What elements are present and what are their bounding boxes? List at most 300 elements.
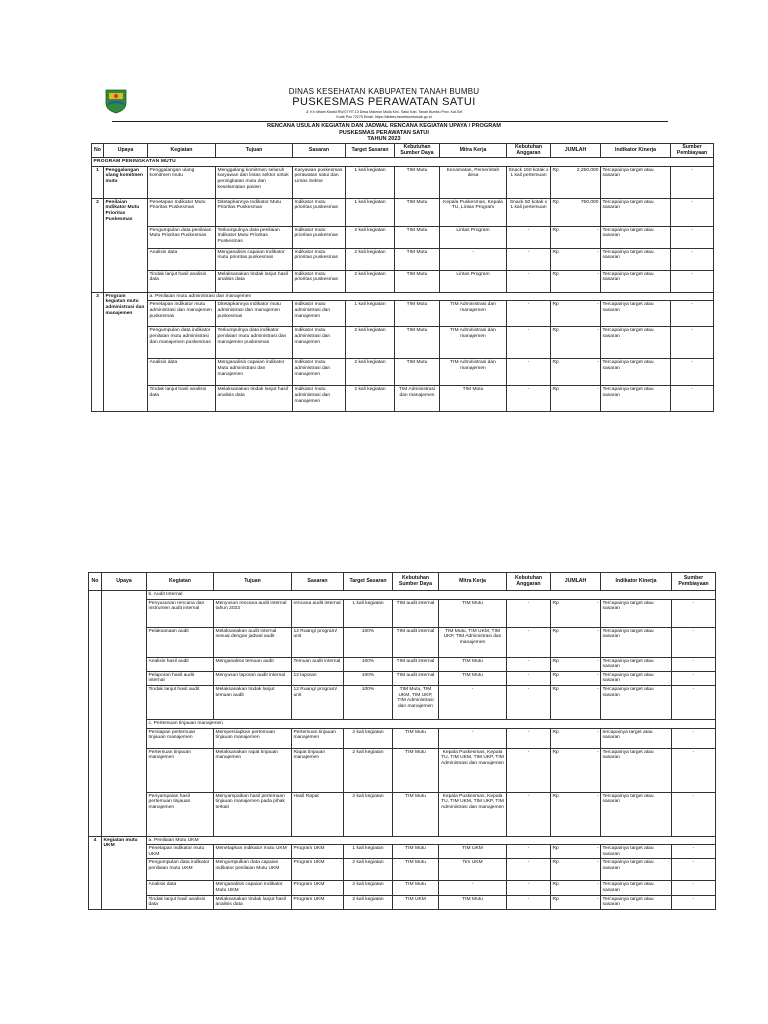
cell-target: 2 kali kegiatan bbox=[346, 226, 395, 248]
cell-kegiatan: Pengumpulan data indikator penilaian mutu administrasi dan manajemen puskesmas bbox=[148, 327, 216, 359]
table-row bbox=[92, 226, 714, 248]
table-row bbox=[89, 792, 716, 836]
cell-anggaran: - bbox=[507, 881, 551, 895]
program-title-row bbox=[92, 158, 714, 167]
table-row bbox=[89, 845, 716, 859]
cell-indikator: Tercapainya target atau sasaran bbox=[601, 198, 671, 226]
cell-mitra: Lintas Program bbox=[440, 270, 507, 292]
cell-jumlah bbox=[551, 359, 601, 386]
cell-sumber-daya: TIM Mutu bbox=[395, 327, 440, 359]
col-header: JUMLAH bbox=[551, 573, 601, 591]
cell-sasaran: Indikator mutu prioritas puskesmas bbox=[293, 248, 346, 270]
cell-target: 1 kali kegiatan bbox=[344, 845, 393, 859]
jumlah-value: - bbox=[596, 860, 599, 866]
jumlah-value: - bbox=[596, 793, 599, 799]
table-row bbox=[89, 895, 716, 909]
cell-mitra: - bbox=[439, 728, 507, 748]
jumlah-value: - bbox=[596, 628, 599, 634]
cell-jumlah bbox=[551, 226, 601, 248]
cell-jumlah bbox=[551, 248, 601, 270]
col-header: Kebutuhan Sumber Daya bbox=[395, 144, 440, 158]
cell-sumber-pembiayaan: - bbox=[672, 671, 716, 685]
cell-tujuan: Melaksanakan audit internal sesuai dengan jadwal audit bbox=[214, 627, 292, 657]
cell-mitra: TIM Administrasi dan manajemen bbox=[440, 301, 507, 327]
cell-jumlah bbox=[551, 627, 601, 657]
cell-kegiatan: Analisis data bbox=[148, 248, 216, 270]
cell-anggaran: - bbox=[507, 748, 551, 792]
cell-mitra: TIM Mutu, TIM UKM, TIM UKP, TIM Administrasi dan manajemen bbox=[439, 627, 507, 657]
table-row bbox=[89, 599, 716, 627]
col-header: Sumber Pembiayaan bbox=[672, 573, 716, 591]
rp-label: Rp bbox=[552, 600, 559, 606]
cell-mitra: - bbox=[439, 881, 507, 895]
cell-tujuan: Menyampaikan hasil pertemuan tinjauan manajemen pada pihak terkait bbox=[214, 792, 292, 836]
rp-label: Rp bbox=[552, 199, 559, 205]
rp-label: Rp bbox=[552, 302, 559, 308]
jumlah-value: - bbox=[596, 729, 599, 735]
cell-jumlah bbox=[551, 792, 601, 836]
cell-sasaran: Program UKM bbox=[292, 881, 344, 895]
cell-sumber-pembiayaan: - bbox=[672, 657, 716, 671]
cell-target: 1 kali kegiatan bbox=[346, 301, 395, 327]
cell-sasaran: Indikator mutu administrasi dan manajemen bbox=[293, 386, 346, 412]
table-row bbox=[92, 198, 714, 226]
cell-target: 2 kali kegiatan bbox=[344, 792, 393, 836]
cell-anggaran: - bbox=[507, 359, 551, 386]
cell-target: 2 kali kegiatan bbox=[344, 728, 393, 748]
cell-sumber-pembiayaan: - bbox=[671, 301, 714, 327]
cell-sumber-pembiayaan: - bbox=[672, 685, 716, 719]
cell-jumlah bbox=[551, 166, 601, 198]
cell-anggaran: - bbox=[507, 226, 551, 248]
cell-tujuan: Menganalisis capaian Indikator Mutu UKM bbox=[214, 881, 292, 895]
cell-tujuan: Menetapkan indikator mutu UKM bbox=[214, 845, 292, 859]
program-title: PROGRAM PENINGKATAN MUTU bbox=[92, 158, 714, 167]
cell-tujuan: Melaksanakan rapat tinjauan manajemen bbox=[214, 748, 292, 792]
rp-label: Rp bbox=[552, 360, 559, 366]
cell-sumber-daya: TIM Mutu bbox=[395, 198, 440, 226]
cell-mitra: TIM Mutu bbox=[439, 671, 507, 685]
rp-label: Rp bbox=[552, 328, 559, 334]
col-header: Upaya bbox=[102, 573, 147, 591]
cell-target: 2 kali kegiatan bbox=[344, 895, 393, 909]
cell-jumlah bbox=[551, 301, 601, 327]
cell-sasaran: rencana audit internal bbox=[292, 599, 344, 627]
cell-indikator: Tercapainya target atau sasaran bbox=[601, 270, 671, 292]
rp-label: Rp bbox=[552, 896, 559, 902]
cell-upaya: Penilaian Indikator Mutu Prioritas Puskesmas bbox=[104, 198, 148, 292]
cell-tujuan: Menganalisis capaian indikator Mutu administrasi dan manajemen bbox=[216, 359, 293, 386]
cell-jumlah bbox=[551, 657, 601, 671]
jumlah-value: - bbox=[596, 249, 599, 255]
cell-tujuan: Melaksanakan tindak lanjut hasil analisis data bbox=[216, 270, 293, 292]
cell-kegiatan: Pelaksanaan audit bbox=[147, 627, 214, 657]
cell-anggaran: - bbox=[507, 728, 551, 748]
table-row bbox=[92, 248, 714, 270]
cell-sumber-pembiayaan: - bbox=[672, 627, 716, 657]
col-header: Tujuan bbox=[216, 144, 293, 158]
cell-sumber-pembiayaan: - bbox=[671, 198, 714, 226]
cell-jumlah bbox=[551, 728, 601, 748]
cell-sumber-pembiayaan: - bbox=[671, 248, 714, 270]
rp-label: Rp bbox=[552, 846, 559, 852]
col-header: No bbox=[92, 144, 104, 158]
cell-mitra: Kecamatan, Pemerintah desa bbox=[440, 166, 507, 198]
cell-target: 2 kali kegiatan bbox=[346, 359, 395, 386]
cell-tujuan: Menyusun rencana audit internal tahun 2023 bbox=[214, 599, 292, 627]
section-label: c. Pertemuan tinjauan manajemen bbox=[147, 719, 716, 728]
cell-target: 2 kali kegiatan bbox=[344, 859, 393, 881]
jumlah-value: - bbox=[596, 271, 599, 277]
cell-jumlah bbox=[551, 599, 601, 627]
cell-sasaran: Indikator mutu prioritas puskesmas bbox=[293, 270, 346, 292]
rp-label: Rp bbox=[552, 793, 559, 799]
cell-sasaran: Temuan audit internal bbox=[292, 657, 344, 671]
cell-indikator: Tercapainya target atau sasaran bbox=[601, 685, 672, 719]
rp-label: Rp bbox=[552, 882, 559, 888]
section-label: a. Penilaian Mutu UKM bbox=[147, 836, 716, 845]
table-row bbox=[89, 671, 716, 685]
section-label: b. Audit Internal bbox=[147, 591, 716, 600]
cell-target: 100% bbox=[344, 685, 393, 719]
cell-sumber-pembiayaan: - bbox=[672, 728, 716, 748]
cell-anggaran: - bbox=[507, 248, 551, 270]
cell-sasaran: 12 Ruang/ program/ unit bbox=[292, 685, 344, 719]
table-row bbox=[89, 881, 716, 895]
jumlah-value: - bbox=[596, 882, 599, 888]
cell-upaya bbox=[102, 591, 147, 837]
cell-sumber-pembiayaan: - bbox=[672, 748, 716, 792]
cell-mitra: TIM Administrasi dan manajemen bbox=[440, 327, 507, 359]
address-line-1: Jl. Kh Idham Khalid RW.07 RT.10 Desa Makmur Mulia Kec. Satui Kab. Tanah Bumbu Prov. Kal-Sel bbox=[305, 110, 463, 114]
cell-anggaran: - bbox=[507, 895, 551, 909]
document-page-1 bbox=[0, 0, 768, 470]
cell-indikator: tercapainya target atau sasaran bbox=[601, 728, 672, 748]
table-row bbox=[92, 166, 714, 198]
cell-indikator: Tercapainya target atau sasaran bbox=[601, 748, 672, 792]
document-title: RENCANA USULAN KEGIATAN DAN JADWAL RENCANA KEGIATAN UPAYA / PROGRAM bbox=[267, 123, 501, 129]
cell-jumlah bbox=[551, 748, 601, 792]
jumlah-value: - bbox=[596, 846, 599, 852]
cell-target: 100% bbox=[344, 627, 393, 657]
cell-sumber-pembiayaan: - bbox=[672, 845, 716, 859]
cell-anggaran: - bbox=[507, 671, 551, 685]
cell-jumlah bbox=[551, 270, 601, 292]
cell-jumlah bbox=[551, 895, 601, 909]
table-row bbox=[89, 836, 716, 845]
cell-sumber-daya: TIM audit internal bbox=[393, 599, 439, 627]
cell-kegiatan: Pelaporan hasil audit internal bbox=[147, 671, 214, 685]
cell-tujuan: Ditetapkannya indikator mutu administrasi dan manajemen puskesmas bbox=[216, 301, 293, 327]
cell-sumber-pembiayaan: - bbox=[672, 792, 716, 836]
cell-mitra: Lintas Program bbox=[440, 226, 507, 248]
cell-mitra: TIM Mutu bbox=[439, 895, 507, 909]
cell-mitra: TIM Mutu bbox=[439, 657, 507, 671]
facility-name: PUSKESMAS PERAWATAN SATUI bbox=[292, 96, 476, 108]
cell-target: 100% bbox=[344, 671, 393, 685]
col-header: Mitra Kerja bbox=[439, 573, 507, 591]
col-header: Kegiatan bbox=[147, 573, 214, 591]
cell-sasaran: 12 Ruang/ program/ unit bbox=[292, 627, 344, 657]
cell-sumber-daya: TIM Mutu bbox=[395, 248, 440, 270]
cell-mitra: - bbox=[439, 685, 507, 719]
rp-label: Rp bbox=[552, 686, 559, 692]
cell-sasaran: Hasil Rapat bbox=[292, 792, 344, 836]
cell-sumber-daya: TIM Mutu bbox=[395, 301, 440, 327]
table-row bbox=[92, 292, 714, 301]
cell-sumber-daya: TIM Mutu bbox=[395, 226, 440, 248]
cell-sumber-daya: TIM audit internal bbox=[393, 671, 439, 685]
col-header: Upaya bbox=[104, 144, 148, 158]
cell-sumber-daya: TIM Administrasi dan manajemen bbox=[395, 386, 440, 412]
cell-indikator: Tercapainya target atau sasaran bbox=[601, 248, 671, 270]
cell-jumlah bbox=[551, 685, 601, 719]
cell-tujuan: Mengumpulkan data capaian indikator penilaian Mutu UKM bbox=[214, 859, 292, 881]
cell-kegiatan: Penyampaian hasil pertemuan tinjauan manajemen bbox=[147, 792, 214, 836]
cell-sasaran: 12 laporan bbox=[292, 671, 344, 685]
cell-upaya: Kegiatan mutu UKM bbox=[102, 836, 147, 909]
cell-jumlah bbox=[551, 327, 601, 359]
cell-sumber-pembiayaan: - bbox=[672, 895, 716, 909]
cell-sumber-pembiayaan: - bbox=[672, 859, 716, 881]
cell-tujuan: Mempersiapkan pertemuan tinjauan manajemen bbox=[214, 728, 292, 748]
cell-jumlah bbox=[551, 198, 601, 226]
cell-sasaran: Program UKM bbox=[292, 845, 344, 859]
cell-upaya: Program kegiatan mutu administrasi dan manajemen bbox=[104, 292, 148, 412]
rp-label: Rp bbox=[552, 672, 559, 678]
cell-sasaran: Indikator mutu administrasi dan manajemen bbox=[293, 359, 346, 386]
cell-kegiatan: Penyusunan rencana dan instrumen audit internal bbox=[147, 599, 214, 627]
cell-sasaran: Indikator mutu administrasi dan manajemen bbox=[293, 301, 346, 327]
cell-sasaran: Karyawan puskesmas perawatan satui dan Lintas Sektor bbox=[293, 166, 346, 198]
cell-tujuan: Melaksanakan tindak lanjut temuan audit bbox=[214, 685, 292, 719]
cell-indikator: Tercapainya target atau sasaran bbox=[601, 327, 671, 359]
cell-target: 2 kali kegiatan bbox=[346, 386, 395, 412]
cell-sumber-daya: TIM Mutu bbox=[395, 166, 440, 198]
jumlah-value: - bbox=[596, 328, 599, 334]
table-header-row bbox=[89, 573, 716, 591]
table-header-row bbox=[92, 144, 714, 158]
rp-label: Rp bbox=[552, 167, 559, 173]
col-header: Sumber Pembiayaan bbox=[671, 144, 714, 158]
cell-sumber-daya: TIM Mutu bbox=[395, 359, 440, 386]
cell-kegiatan: Tindak lanjut hasil analisis data bbox=[147, 895, 214, 909]
cell-anggaran: - bbox=[507, 599, 551, 627]
letterhead-divider bbox=[112, 121, 668, 122]
col-header: Target Sasaran bbox=[346, 144, 395, 158]
cell-sasaran: Indikator mutu prioritas puskesmas bbox=[293, 226, 346, 248]
cell-tujuan: Menganalisis capaian Indikator mutu prioritas puskesmas bbox=[216, 248, 293, 270]
section-label: a. Penilaian mutu administrasi dan manajemen bbox=[148, 292, 714, 301]
cell-anggaran: - bbox=[507, 685, 551, 719]
cell-kegiatan: Analisis data bbox=[147, 881, 214, 895]
cell-sumber-daya: TIM Mutu bbox=[393, 859, 439, 881]
table-row bbox=[89, 859, 716, 881]
cell-indikator: Tercapainya target atau sasaran bbox=[601, 671, 672, 685]
cell-kegiatan: Pengumpulan data indikator penilaian mutu UKM bbox=[147, 859, 214, 881]
cell-indikator: Tercapainya target atau sasaran bbox=[601, 845, 672, 859]
col-header: Sasaran bbox=[292, 573, 344, 591]
cell-mitra: TIM Mutu bbox=[439, 599, 507, 627]
jumlah-value: 750,000 bbox=[580, 199, 599, 205]
cell-indikator: Tercapainya target atau sasaran bbox=[601, 792, 672, 836]
letterhead bbox=[0, 0, 768, 140]
cell-indikator: Tercapainya target atau sasaran bbox=[601, 226, 671, 248]
jumlah-value: - bbox=[596, 896, 599, 902]
cell-indikator: Tercapainya target atau sasaran bbox=[601, 386, 671, 412]
cell-kegiatan: Penetapan indikator mutu UKM bbox=[147, 845, 214, 859]
cell-sumber-daya: TIM Mutu, TIM UKM, TIM UKP, TIM Administrasi dan manajemen bbox=[393, 685, 439, 719]
col-header: Kebutuhan Sumber Daya bbox=[393, 573, 439, 591]
cell-anggaran: - bbox=[507, 792, 551, 836]
cell-indikator: Tercapainya target atau sasaran bbox=[601, 359, 671, 386]
cell-anggaran: Snack 150 kotak x 1 kali pertemuan bbox=[507, 166, 551, 198]
document-page-2 bbox=[0, 560, 768, 1024]
jumlah-value: 2,250,000 bbox=[576, 167, 599, 173]
cell-target: 2 kali kegiatan bbox=[346, 270, 395, 292]
cell-target: 2 kali kegiatan bbox=[346, 248, 395, 270]
cell-anggaran: - bbox=[507, 301, 551, 327]
jumlah-value: - bbox=[596, 658, 599, 664]
col-header: No bbox=[89, 573, 102, 591]
rp-label: Rp bbox=[552, 628, 559, 634]
col-header: Mitra Kerja bbox=[440, 144, 507, 158]
agency-name: DINAS KESEHATAN KABUPATEN TANAH BUMBU bbox=[288, 87, 480, 96]
cell-kegiatan: Persiapan pertemuan tinjauan manajemen bbox=[147, 728, 214, 748]
cell-sasaran: Program UKM bbox=[292, 859, 344, 881]
cell-sasaran: Rapat tinjauan manajemen bbox=[292, 748, 344, 792]
cell-sumber-pembiayaan: - bbox=[671, 226, 714, 248]
cell-indikator: Tercapainya target atau sasaran bbox=[601, 599, 672, 627]
cell-tujuan: Melaksanakan tindak lanjut hasil analisis data bbox=[214, 895, 292, 909]
jumlah-value: - bbox=[596, 600, 599, 606]
cell-jumlah bbox=[551, 845, 601, 859]
cell-sumber-pembiayaan: - bbox=[671, 359, 714, 386]
col-header: Indikator Kinerja bbox=[601, 144, 671, 158]
cell-no bbox=[89, 591, 102, 837]
col-header: Kebutuhan Anggaran bbox=[507, 144, 551, 158]
cell-no: 1 bbox=[92, 166, 104, 198]
cell-kegiatan: Penetapan indikator mutu administrasi dan manajemen puskesmas bbox=[148, 301, 216, 327]
cell-sumber-daya: TIM Mutu bbox=[393, 881, 439, 895]
col-header: Sasaran bbox=[293, 144, 346, 158]
table-row bbox=[89, 657, 716, 671]
cell-sumber-pembiayaan: - bbox=[671, 327, 714, 359]
cell-target: 1 kali kegiatan bbox=[344, 599, 393, 627]
cell-target: 2 kali kegiatan bbox=[344, 881, 393, 895]
cell-no: 3 bbox=[92, 292, 104, 412]
cell-target: 1 kali kegiatan bbox=[346, 198, 395, 226]
table-row bbox=[89, 728, 716, 748]
table-row bbox=[89, 685, 716, 719]
col-header: Kegiatan bbox=[148, 144, 216, 158]
address-line-2: Kode Pos 72275 Email: https://dinkes.tanahbumbukab.go.id bbox=[336, 115, 432, 119]
cell-tujuan: Terkumpulnya data penilaian Indikator Mutu Prioritas Puskesmas bbox=[216, 226, 293, 248]
table-row bbox=[89, 719, 716, 728]
cell-sasaran: Pertemuan tinjauan manajemen bbox=[292, 728, 344, 748]
jumlah-value: - bbox=[596, 387, 599, 393]
rp-label: Rp bbox=[552, 249, 559, 255]
cell-indikator: Tercapainya target atau sasaran bbox=[601, 895, 672, 909]
cell-anggaran: Snack 50 kotak x 1 kali pertemuan bbox=[507, 198, 551, 226]
cell-indikator: Tercapainya target atau sasaran bbox=[601, 859, 672, 881]
table-row bbox=[89, 627, 716, 657]
cell-tujuan: Terkumpulnya data indikator penilaian mutu administrasi dan manajemen puskesmas bbox=[216, 327, 293, 359]
cell-kegiatan: Analisis data bbox=[148, 359, 216, 386]
cell-kegiatan: Tindak lanjut hasil analisis data bbox=[148, 270, 216, 292]
cell-tujuan: Menganalisis temuan audit bbox=[214, 657, 292, 671]
table-row bbox=[92, 386, 714, 412]
cell-sumber-pembiayaan: - bbox=[671, 166, 714, 198]
table-row bbox=[92, 301, 714, 327]
cell-kegiatan: Tindak lanjut hasil analisis data bbox=[148, 386, 216, 412]
cell-anggaran: - bbox=[507, 386, 551, 412]
cell-jumlah bbox=[551, 671, 601, 685]
cell-sumber-daya: TIM audit internal bbox=[393, 657, 439, 671]
cell-kegiatan: Tindak lanjut hasil audit bbox=[147, 685, 214, 719]
cell-tujuan: Menyusun laporan audit internal bbox=[214, 671, 292, 685]
cell-anggaran: - bbox=[507, 327, 551, 359]
document-subtitle: PUSKESMAS PERAWATAN SATUI bbox=[339, 130, 429, 136]
cell-kegiatan: Pertemuan tinjauan manajemen bbox=[147, 748, 214, 792]
jumlah-value: - bbox=[596, 749, 599, 755]
table-row bbox=[89, 591, 716, 600]
cell-mitra: TIM Administrasi dan manajemen bbox=[440, 359, 507, 386]
rp-label: Rp bbox=[552, 658, 559, 664]
cell-sasaran: Program UKM bbox=[292, 895, 344, 909]
cell-kegiatan: Analisis hasil audit bbox=[147, 657, 214, 671]
cell-sumber-pembiayaan: - bbox=[671, 270, 714, 292]
cell-sasaran: Indikator mutu prioritas puskesmas bbox=[293, 198, 346, 226]
cell-mitra: Kepala Puskesmas, Kepala TU, Lintas Program bbox=[440, 198, 507, 226]
jumlah-value: - bbox=[596, 672, 599, 678]
col-header: Tujuan bbox=[214, 573, 292, 591]
cell-sumber-daya: TIM Mutu bbox=[393, 792, 439, 836]
rp-label: Rp bbox=[552, 387, 559, 393]
cell-indikator: Tercapainya target atau sasaran bbox=[601, 881, 672, 895]
col-header: Indikator Kinerja bbox=[601, 573, 672, 591]
cell-sumber-daya: TIM Mutu bbox=[393, 748, 439, 792]
cell-mitra: Kepala Puskesmas, Kepala TU, TIM UKM, TIM UKP, TIM Administrasi dan manajemen bbox=[439, 792, 507, 836]
cell-anggaran: - bbox=[507, 859, 551, 881]
col-header: Kebutuhan Anggaran bbox=[507, 573, 551, 591]
rp-label: Rp bbox=[552, 271, 559, 277]
cell-mitra: - bbox=[440, 248, 507, 270]
activity-plan-table-continued bbox=[88, 572, 716, 910]
jumlah-value: - bbox=[596, 686, 599, 692]
cell-mitra: TIM UKM bbox=[439, 845, 507, 859]
cell-jumlah bbox=[551, 881, 601, 895]
cell-mitra: Kepala Puskesmas, Kepala TU, TIM UKM, TIM UKP, TIM Administrasi dan manajemen bbox=[439, 748, 507, 792]
cell-anggaran: - bbox=[507, 627, 551, 657]
cell-kegiatan: Penggalangan ulang komitmen mutu bbox=[148, 166, 216, 198]
cell-sumber-daya: TIM Mutu bbox=[393, 845, 439, 859]
jumlah-value: - bbox=[596, 302, 599, 308]
table-row bbox=[92, 359, 714, 386]
table-row bbox=[89, 748, 716, 792]
rp-label: Rp bbox=[552, 749, 559, 755]
table-row bbox=[92, 270, 714, 292]
cell-no: 2 bbox=[92, 198, 104, 292]
jumlah-value: - bbox=[596, 360, 599, 366]
cell-anggaran: - bbox=[507, 270, 551, 292]
cell-tujuan: Menggalang komitmen seluruh karyawan dan lintas sektor untuk peningkatan mutu dan keselamatan pasien bbox=[216, 166, 293, 198]
cell-indikator: Tercapainya target atau sasaran bbox=[601, 166, 671, 198]
cell-jumlah bbox=[551, 859, 601, 881]
cell-sumber-daya: TIM audit internal bbox=[393, 627, 439, 657]
cell-sasaran: Indikator mutu administrasi dan manajemen bbox=[293, 327, 346, 359]
rp-label: Rp bbox=[552, 729, 559, 735]
